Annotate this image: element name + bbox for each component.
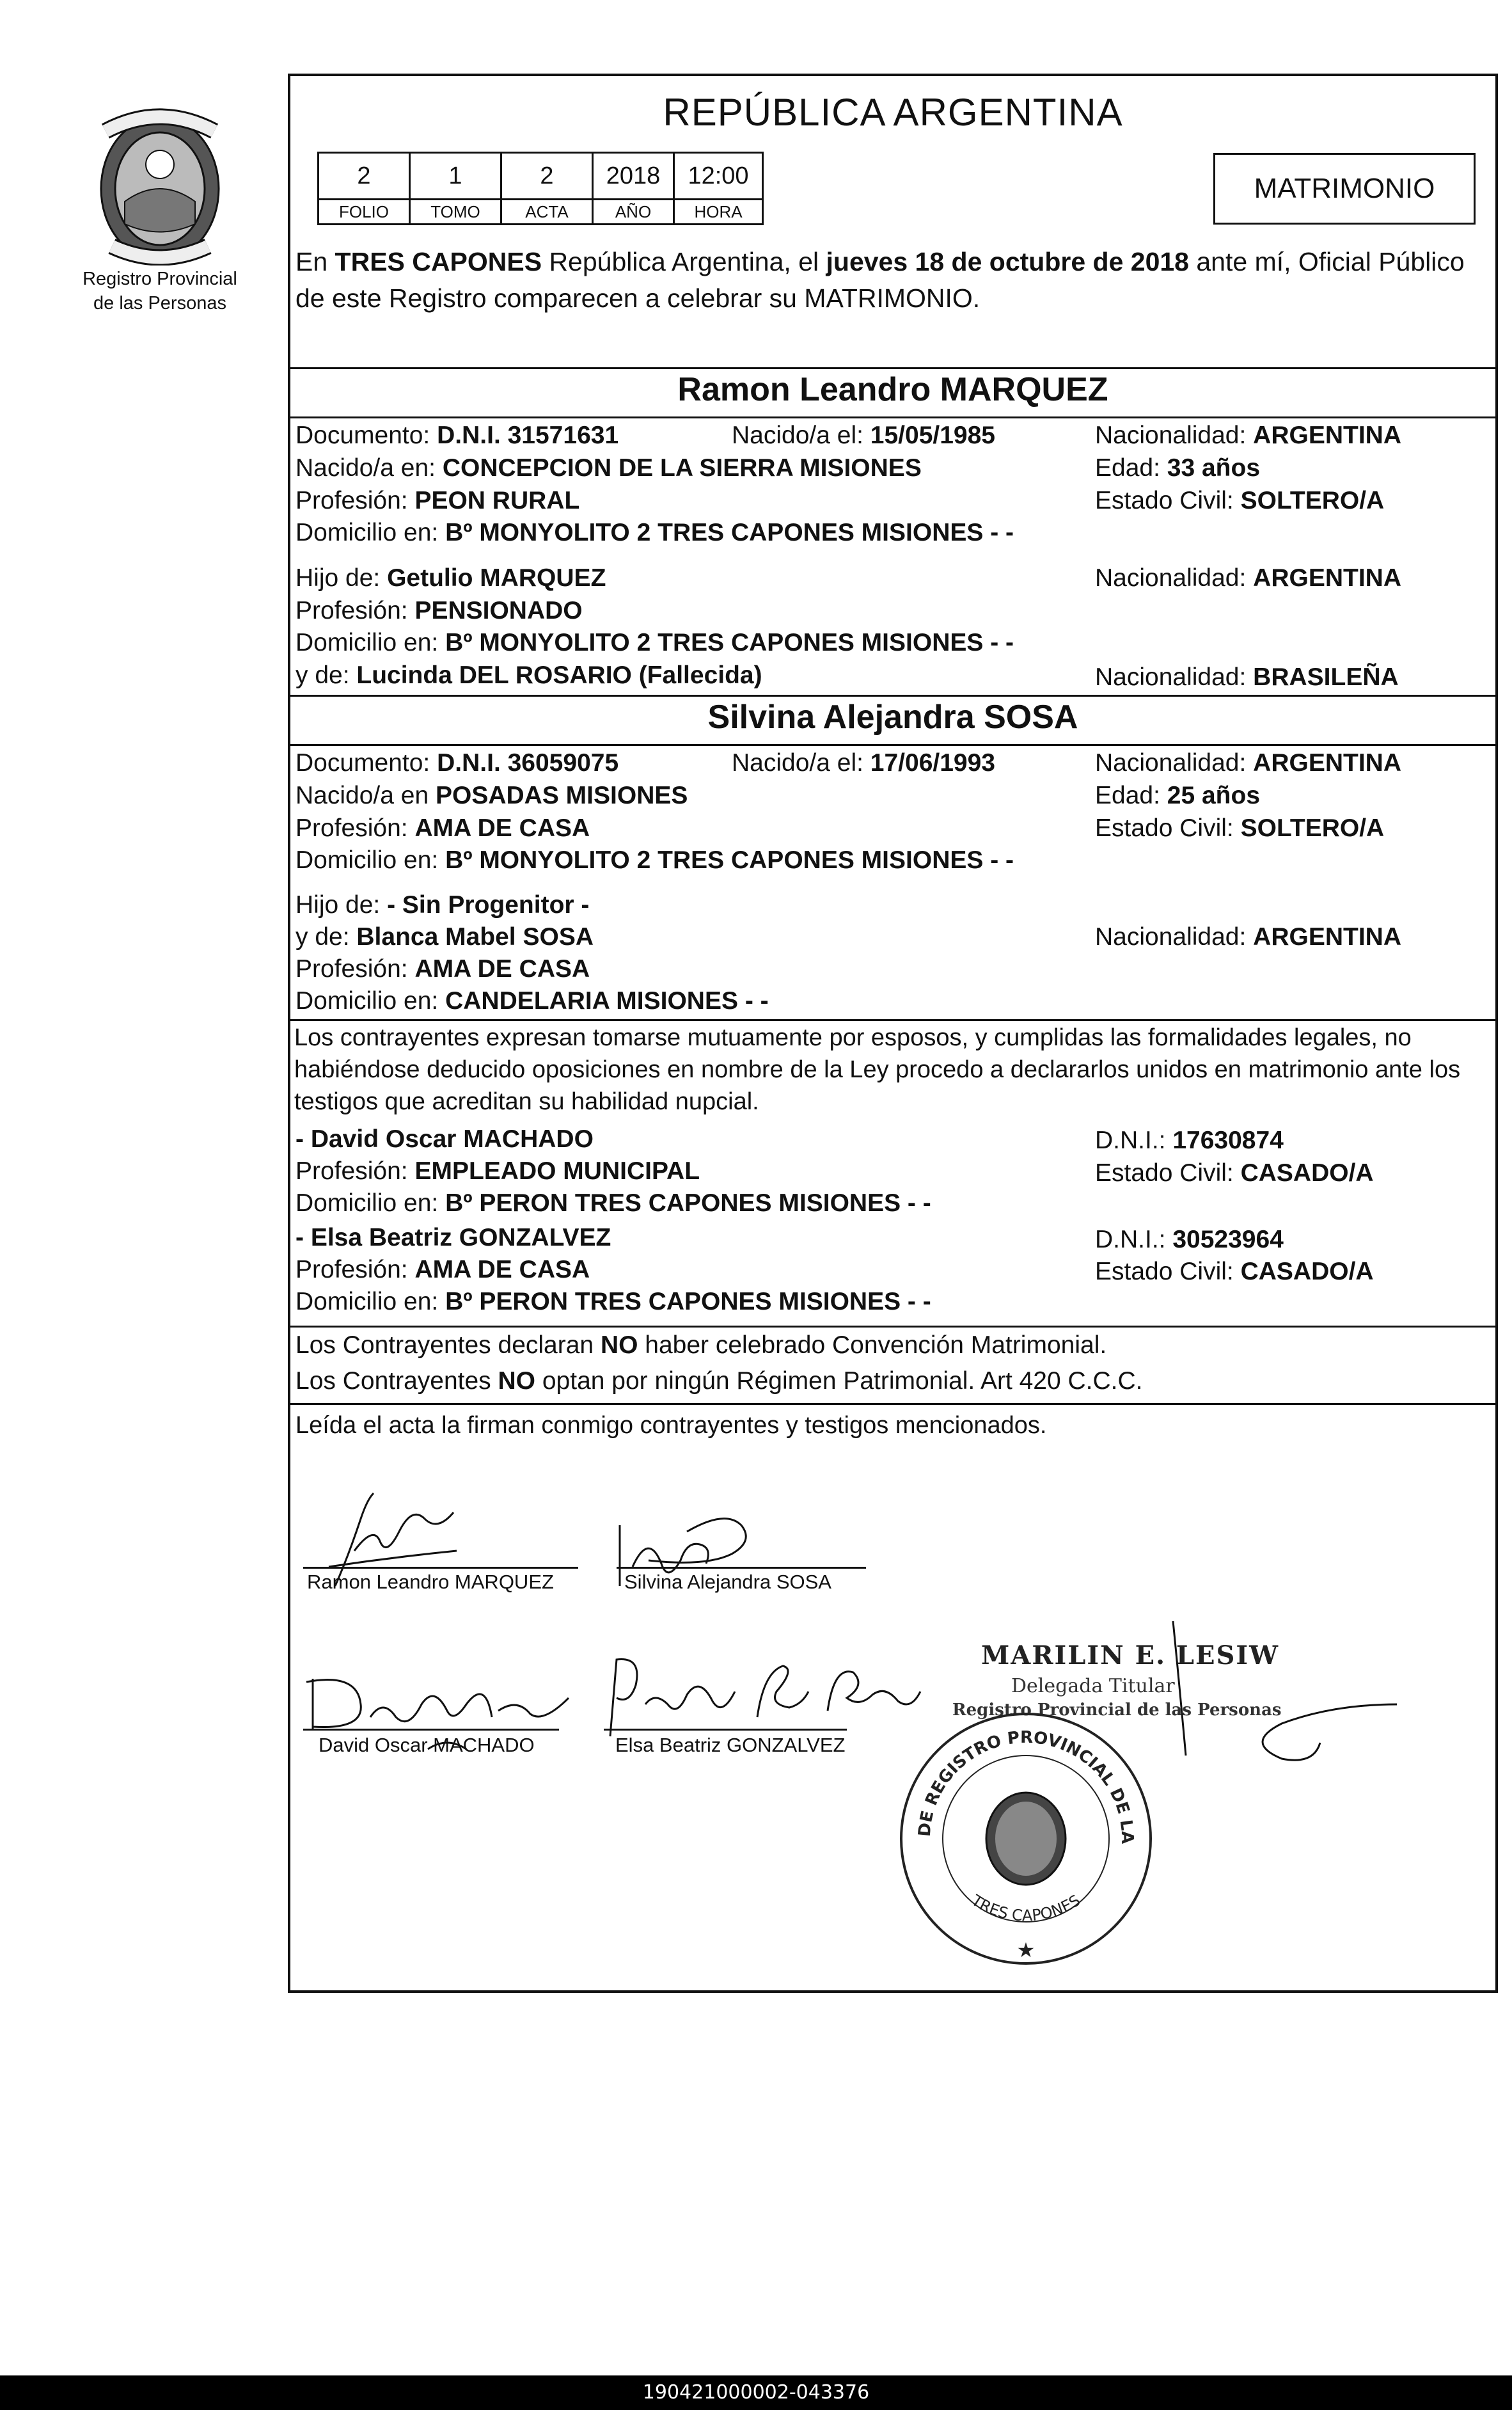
spouse2-mother	[295, 922, 594, 953]
witness1-dni	[1095, 1125, 1284, 1156]
closing-statement: Leída el acta la firman conmigo contrayentes y testigos mencionados.	[295, 1412, 1047, 1439]
value: ARGENTINA	[1253, 422, 1402, 449]
label: Profesión:	[295, 487, 415, 514]
text: Los Contrayentes	[295, 1367, 498, 1395]
text: NO	[498, 1367, 536, 1395]
divider	[290, 695, 1495, 697]
label: Nacido/a en:	[295, 454, 443, 482]
spouse2-civil-status	[1095, 813, 1384, 844]
value: Getulio MARQUEZ	[387, 564, 606, 592]
spouse1-address	[295, 518, 1014, 548]
value: 33 años	[1167, 454, 1261, 482]
value: ARGENTINA	[1253, 923, 1402, 951]
label: Profesión:	[295, 1256, 415, 1283]
spouse2-nationality	[1095, 748, 1401, 779]
witness1-name	[295, 1124, 594, 1155]
value: CASADO/A	[1240, 1159, 1374, 1187]
label: D.N.I.:	[1095, 1226, 1173, 1253]
label: y de:	[295, 662, 357, 689]
spouse2-mother-address	[295, 986, 769, 1017]
spouse2-father	[295, 890, 589, 921]
spouse2-profession	[295, 813, 590, 844]
value: D.N.I. 36059075	[437, 749, 619, 777]
spouse2-mother-nationality	[1095, 922, 1401, 953]
label: Domicilio en:	[295, 1288, 446, 1315]
value: CONCEPCION DE LA SIERRA MISIONES	[442, 454, 922, 482]
value: Bº PERON TRES CAPONES MISIONES - -	[445, 1288, 931, 1315]
spouse1-birthdate	[732, 420, 995, 451]
label: Estado Civil:	[1095, 1159, 1241, 1187]
label: Domicilio en:	[295, 987, 446, 1015]
convention-line-2	[295, 1366, 1143, 1397]
folio-value: 2	[319, 153, 410, 200]
label: Nacido/a el:	[732, 422, 870, 449]
divider	[290, 744, 1495, 746]
text: optan por ningún Régimen Patrimonial. Art 420 C.C.C.	[535, 1367, 1143, 1395]
value: 25 años	[1167, 782, 1261, 809]
intro-paragraph	[295, 244, 1490, 317]
label: Nacionalidad:	[1095, 923, 1254, 951]
spouse1-father-nationality	[1095, 563, 1401, 594]
spouse2-name: Silvina Alejandra SOSA	[707, 699, 1078, 736]
label: y de:	[295, 923, 357, 951]
tomo-value: 1	[410, 153, 501, 200]
certificate-frame	[288, 74, 1498, 1993]
text: haber celebrado Convención Matrimonial.	[638, 1331, 1107, 1359]
label: Nacionalidad:	[1095, 564, 1254, 592]
value: ARGENTINA	[1253, 564, 1402, 592]
value: PEON RURAL	[414, 487, 580, 514]
official-organization: Registro Provincial de las Personas	[952, 1700, 1282, 1720]
value: Lucinda DEL ROSARIO (Fallecida)	[356, 662, 762, 689]
spouse1-document	[295, 420, 618, 451]
year-label: AÑO	[593, 200, 674, 225]
value: CANDELARIA MISIONES - -	[445, 987, 769, 1015]
signature-label-4: Elsa Beatriz GONZALVEZ	[615, 1734, 846, 1756]
label: Estado Civil:	[1095, 487, 1241, 514]
seal-text-top: DELEGACION DE REGISTRO PROVINCIAL DE LAS PERSONAS	[884, 1690, 1137, 1844]
label: Profesión:	[295, 955, 415, 983]
value: - Sin Progenitor -	[387, 891, 590, 919]
witness1-civil-status	[1095, 1158, 1374, 1189]
label: Documento:	[295, 749, 437, 777]
tomo-label: TOMO	[410, 200, 501, 225]
spouse2-birthplace	[295, 781, 688, 811]
spouse2-age	[1095, 781, 1260, 811]
value: 17630874	[1172, 1127, 1284, 1154]
footer-code-bar	[0, 2375, 1512, 2410]
value: 30523964	[1172, 1226, 1284, 1253]
label: Domicilio en:	[295, 629, 446, 656]
value: CASADO/A	[1240, 1258, 1374, 1285]
label: Nacionalidad:	[1095, 422, 1254, 449]
value: PENSIONADO	[414, 597, 583, 624]
value: SOLTERO/A	[1240, 487, 1385, 514]
label: Profesión:	[295, 597, 415, 624]
spouse2-mother-profession	[295, 954, 590, 985]
label: Hijo de:	[295, 564, 388, 592]
signature-line	[303, 1729, 559, 1731]
label: Documento:	[295, 422, 437, 449]
value: AMA DE CASA	[414, 955, 590, 983]
signature-label-1: Ramon Leandro MARQUEZ	[307, 1571, 554, 1593]
value: ARGENTINA	[1253, 749, 1402, 777]
spouse1-profession	[295, 486, 579, 516]
seal-star-icon: ★	[1016, 1938, 1036, 1962]
hour-label: HORA	[674, 200, 763, 225]
registry-caption-line2: de las Personas	[93, 293, 226, 313]
round-seal-icon	[884, 1690, 1160, 1973]
divider	[290, 1326, 1495, 1328]
registry-logo	[64, 106, 256, 333]
label: Profesión:	[295, 814, 415, 842]
value: Bº MONYOLITO 2 TRES CAPONES MISIONES - -	[445, 629, 1014, 656]
value: AMA DE CASA	[414, 814, 590, 842]
spouse1-father	[295, 563, 606, 594]
label: Domicilio en:	[295, 1189, 446, 1217]
value: 15/05/1985	[870, 422, 995, 449]
page-title: REPÚBLICA ARGENTINA	[663, 91, 1123, 134]
label: Edad:	[1095, 782, 1167, 809]
spouse1-father-profession	[295, 596, 583, 626]
value: D.N.I. 31571631	[437, 422, 619, 449]
value: Bº MONYOLITO 2 TRES CAPONES MISIONES - -	[445, 846, 1014, 874]
declaration-paragraph: Los contrayentes expresan tomarse mutuamente por esposos, y cumplidas las formalidades legales, no habiéndose deducido oposiciones en nombre de la Ley procedo a declararlos unidos en matrimonio ante los testigos que acreditan su habilidad nupcial.	[294, 1024, 1461, 1115]
value: Bº MONYOLITO 2 TRES CAPONES MISIONES - -	[445, 519, 1014, 546]
folio-label: FOLIO	[319, 200, 410, 225]
text: Los Contrayentes declaran	[295, 1331, 601, 1359]
value: POSADAS MISIONES	[435, 782, 688, 809]
spouse1-mother-nationality	[1095, 662, 1399, 693]
acta-label: ACTA	[501, 200, 593, 225]
intro-date: jueves 18 de octubre de 2018	[826, 247, 1189, 276]
witness2-profession	[295, 1255, 590, 1285]
intro-text-2: República Argentina, el	[542, 247, 826, 276]
value: Bº PERON TRES CAPONES MISIONES - -	[445, 1189, 931, 1217]
spouse1-mother	[295, 660, 762, 691]
registry-caption-line1: Registro Provincial	[83, 269, 237, 289]
intro-place: TRES CAPONES	[335, 247, 542, 276]
seal-text-bottom: TRES CAPONES	[968, 1891, 1083, 1925]
label: Nacionalidad:	[1095, 663, 1254, 691]
label: Nacido/a en	[295, 782, 436, 809]
year-value: 2018	[593, 153, 674, 200]
signature-label-3: David Oscar MACHADO	[319, 1734, 535, 1756]
footer-code: 190421000002-043376	[642, 2381, 870, 2404]
convention-line-1	[295, 1330, 1106, 1361]
signature-line	[604, 1729, 847, 1731]
divider	[290, 416, 1495, 418]
value: - Elsa Beatriz GONZALVEZ	[295, 1224, 611, 1251]
label: Edad:	[1095, 454, 1167, 482]
official-role: Delegada Titular	[1011, 1675, 1175, 1697]
label: Domicilio en:	[295, 519, 446, 546]
label: Estado Civil:	[1095, 1258, 1241, 1285]
acta-value: 2	[501, 153, 593, 200]
value: - David Oscar MACHADO	[295, 1125, 594, 1153]
spouse2-birthdate	[732, 748, 995, 779]
value: 17/06/1993	[870, 749, 995, 777]
value: AMA DE CASA	[414, 1256, 590, 1283]
signature-line	[617, 1567, 866, 1569]
hour-value: 12:00	[674, 153, 763, 200]
label: Nacido/a el:	[732, 749, 870, 777]
witness2-name	[295, 1223, 611, 1253]
witness2-address	[295, 1287, 931, 1317]
divider	[290, 367, 1495, 369]
misiones-coat-of-arms-icon	[86, 106, 233, 266]
witness2-dni	[1095, 1225, 1284, 1255]
value: BRASILEÑA	[1253, 663, 1399, 691]
value: Blanca Mabel SOSA	[356, 923, 594, 951]
signature-line	[303, 1567, 578, 1569]
text: NO	[600, 1331, 638, 1359]
value: SOLTERO/A	[1240, 814, 1385, 842]
label: Nacionalidad:	[1095, 749, 1254, 777]
divider	[290, 1403, 1495, 1405]
witness2-civil-status	[1095, 1257, 1374, 1287]
document-type-box	[1213, 153, 1476, 225]
label: Profesión:	[295, 1157, 415, 1185]
witness1-profession	[295, 1156, 700, 1187]
official-name: MARILIN E. LESIW	[981, 1640, 1280, 1670]
spouse2-address	[295, 845, 1014, 876]
signature-label-2: Silvina Alejandra SOSA	[624, 1571, 831, 1593]
divider	[290, 1019, 1495, 1021]
value: EMPLEADO MUNICIPAL	[414, 1157, 700, 1185]
document-type: MATRIMONIO	[1254, 173, 1435, 204]
spouse1-civil-status	[1095, 486, 1384, 516]
intro-text-1: En	[295, 247, 335, 276]
witness1-address	[295, 1188, 931, 1219]
spouse1-father-address	[295, 628, 1014, 658]
intro-text-3: ante mí, Oficial Público de este Registro comparecen a celebrar su MATRIMONIO.	[295, 247, 1465, 313]
spouse1-name: Ramon Leandro MARQUEZ	[677, 371, 1108, 408]
spouse1-birthplace	[295, 453, 922, 484]
label: Estado Civil:	[1095, 814, 1241, 842]
label: Hijo de:	[295, 891, 388, 919]
spouse2-document	[295, 748, 618, 779]
spouse1-age	[1095, 453, 1260, 484]
spouse1-nationality	[1095, 420, 1401, 451]
acta-reference-table	[317, 152, 764, 225]
label: Domicilio en:	[295, 846, 446, 874]
label: D.N.I.:	[1095, 1127, 1173, 1154]
